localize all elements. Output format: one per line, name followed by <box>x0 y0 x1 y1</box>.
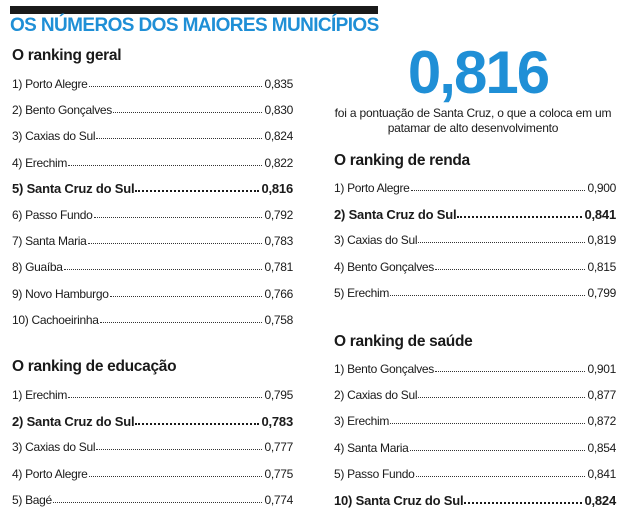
list-item: 4) Porto Alegre 0,775 <box>12 466 293 481</box>
page-title: OS NÚMEROS DOS MAIORES MUNICÍPIOS <box>10 15 379 36</box>
list-item-highlight: 10) Santa Cruz do Sul 0,824 <box>334 492 616 508</box>
list-item: 10) Cachoeirinha 0,758 <box>12 312 293 327</box>
list-item-highlight: 5) Santa Cruz do Sul 0,816 <box>12 181 293 197</box>
list-item: 5) Passo Fundo 0,841 <box>334 466 616 481</box>
highlight-description: foi a pontuação de Santa Cruz, o que a coloca em um patamar de alto desenvolvimento <box>334 106 612 135</box>
list-saude <box>334 356 616 513</box>
list-item: 1) Porto Alegre 0,835 <box>12 77 293 92</box>
list-item: 9) Novo Hamburgo 0,766 <box>12 286 293 301</box>
section-title-geral: O ranking geral <box>12 47 122 64</box>
list-item: 3) Erechim 0,872 <box>334 414 616 429</box>
list-item: 3) Caxias do Sul 0,819 <box>334 233 616 248</box>
highlight-score: 0,816 <box>407 39 549 106</box>
list-item: 7) Santa Maria 0,783 <box>12 234 293 249</box>
list-item-highlight: 2) Santa Cruz do Sul 0,841 <box>334 206 616 222</box>
list-item: 1) Bento Gonçalves 0,901 <box>334 362 616 377</box>
list-item: 5) Erechim 0,799 <box>334 285 616 300</box>
list-item: 6) Passo Fundo 0,792 <box>12 208 293 223</box>
list-item: 2) Caxias do Sul 0,877 <box>334 388 616 403</box>
list-item: 4) Erechim 0,822 <box>12 155 293 170</box>
section-title-saude: O ranking de saúde <box>334 333 473 350</box>
list-educacao <box>12 382 293 513</box>
list-item: 4) Santa Maria 0,854 <box>334 440 616 455</box>
list-item: 3) Caxias do Sul 0,777 <box>12 440 293 455</box>
title-rule <box>10 6 378 14</box>
list-item: 3) Caxias do Sul 0,824 <box>12 129 293 144</box>
list-item-highlight: 2) Santa Cruz do Sul 0,783 <box>12 413 293 429</box>
list-item: 8) Guaíba 0,781 <box>12 260 293 275</box>
list-item: 1) Erechim 0,795 <box>12 388 293 403</box>
list-item: 4) Bento Gonçalves 0,815 <box>334 259 616 274</box>
list-item: 2) Bento Gonçalves 0,830 <box>12 103 293 118</box>
list-item: 1) Porto Alegre 0,900 <box>334 181 616 196</box>
section-title-renda: O ranking de renda <box>334 152 470 169</box>
list-renda <box>334 175 616 306</box>
section-title-educacao: O ranking de educação <box>12 358 177 375</box>
list-geral <box>12 71 293 333</box>
list-item: 5) Bagé 0,774 <box>12 492 293 507</box>
